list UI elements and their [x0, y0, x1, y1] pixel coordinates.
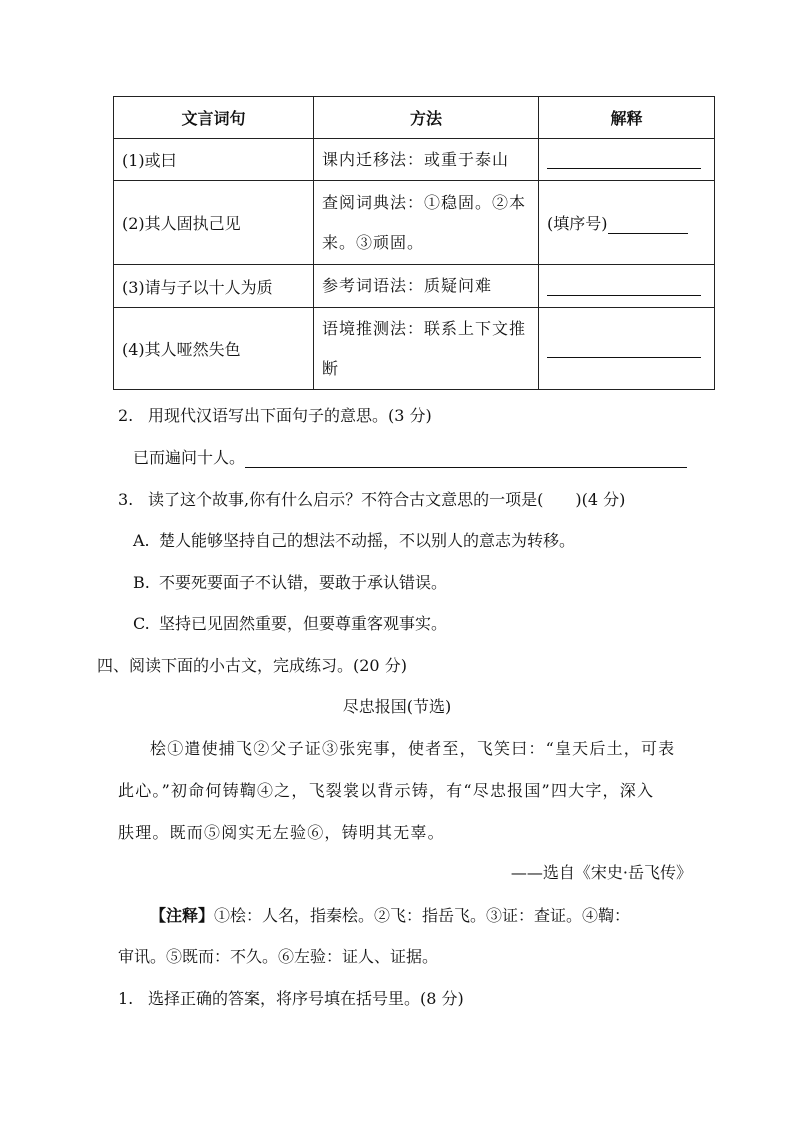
answer-blank[interactable] [608, 215, 688, 234]
option-text: 楚人能够坚持自己的想法不动摇，不以别人的意志为转移。 [159, 531, 576, 550]
table-header-row [114, 97, 715, 139]
answer-cell[interactable] [539, 308, 715, 390]
passage-title: 尽忠报国(节选) [342, 697, 452, 716]
method-cell: 查阅词典法：①稳固。②本来。③顽固。 [314, 181, 539, 265]
option-label: A. [133, 531, 150, 550]
notes-line-1 [150, 903, 630, 926]
q3-option-a[interactable] [133, 528, 575, 551]
s4-q1-number: 1. [118, 989, 134, 1008]
q2-answer-line [133, 445, 687, 468]
q2-number: 2. [118, 406, 134, 425]
option-text: 不要死要面子不认错，要敢于承认错误。 [159, 573, 448, 592]
phrase-cell: (4)其人哑然失色 [114, 308, 314, 390]
section4-heading: 四、阅读下面的小古文，完成练习。(20 分) [97, 656, 407, 675]
q3-option-b[interactable] [133, 570, 447, 593]
table-row [114, 181, 715, 265]
option-label: B. [133, 573, 150, 592]
q2-answer-blank[interactable] [245, 449, 687, 468]
vocab-table [113, 96, 715, 390]
answer-cell[interactable] [539, 181, 715, 265]
q3-text: 读了这个故事,你有什么启示？不符合古文意思的一项是( )(4 分) [148, 490, 626, 509]
option-label: C. [133, 614, 150, 633]
q3-number: 3. [118, 490, 134, 509]
option-text: 坚持已见固然重要，但要尊重客观事实。 [159, 614, 448, 633]
answer-hint: (填序号) [547, 214, 608, 233]
answer-blank[interactable] [547, 339, 701, 358]
phrase-cell: (2)其人固执己见 [114, 181, 314, 265]
header-method: 方法 [314, 97, 539, 139]
method-cell: 语境推测法：联系上下文推断 [314, 308, 539, 390]
q2-text: 用现代汉语写出下面句子的意思。(3 分) [148, 406, 432, 425]
table-row [114, 308, 715, 390]
notes-line-2: 审讯。⑤既而：不久。⑥左验：证人、证据。 [118, 947, 439, 966]
method-cell: 课内迁移法：或重于泰山 [314, 139, 539, 181]
q3-option-c[interactable] [133, 611, 447, 634]
answer-blank[interactable] [547, 150, 701, 169]
s4-q1-prompt [118, 986, 464, 1009]
passage-line-2: 此心。”初命何铸鞫④之，飞裂裳以背示铸，有“尽忠报国”四大字，深入 [118, 781, 655, 800]
passage-line-1: 桧①遣使捕飞②父子证③张宪事，使者至，飞笑曰：“皇天后土，可表 [150, 739, 676, 758]
notes-text-1: ①桧：人名，指秦桧。②飞：指岳飞。③证：查证。④鞫： [214, 906, 631, 925]
phrase-cell: (3)请与子以十人为质 [114, 265, 314, 308]
q2-sentence: 已而遍问十人。 [133, 448, 246, 467]
passage-line-3: 肤理。既而⑤阅实无左验⑥，铸明其无辜。 [118, 823, 445, 842]
table-row [114, 139, 715, 181]
answer-cell[interactable] [539, 265, 715, 308]
phrase-cell: (1)或曰 [114, 139, 314, 181]
q2-prompt [118, 403, 432, 426]
table-row [114, 265, 715, 308]
s4-q1-text: 选择正确的答案，将序号填在括号里。(8 分) [148, 989, 464, 1008]
answer-cell[interactable] [539, 139, 715, 181]
notes-label: 【注释】 [150, 906, 215, 925]
header-explanation: 解释 [539, 97, 715, 139]
passage-source: ——选自《宋史·岳飞传》 [510, 863, 692, 882]
header-phrase: 文言词句 [114, 97, 314, 139]
answer-blank[interactable] [547, 277, 701, 296]
method-cell: 参考词语法：质疑问难 [314, 265, 539, 308]
q3-prompt [118, 487, 625, 510]
